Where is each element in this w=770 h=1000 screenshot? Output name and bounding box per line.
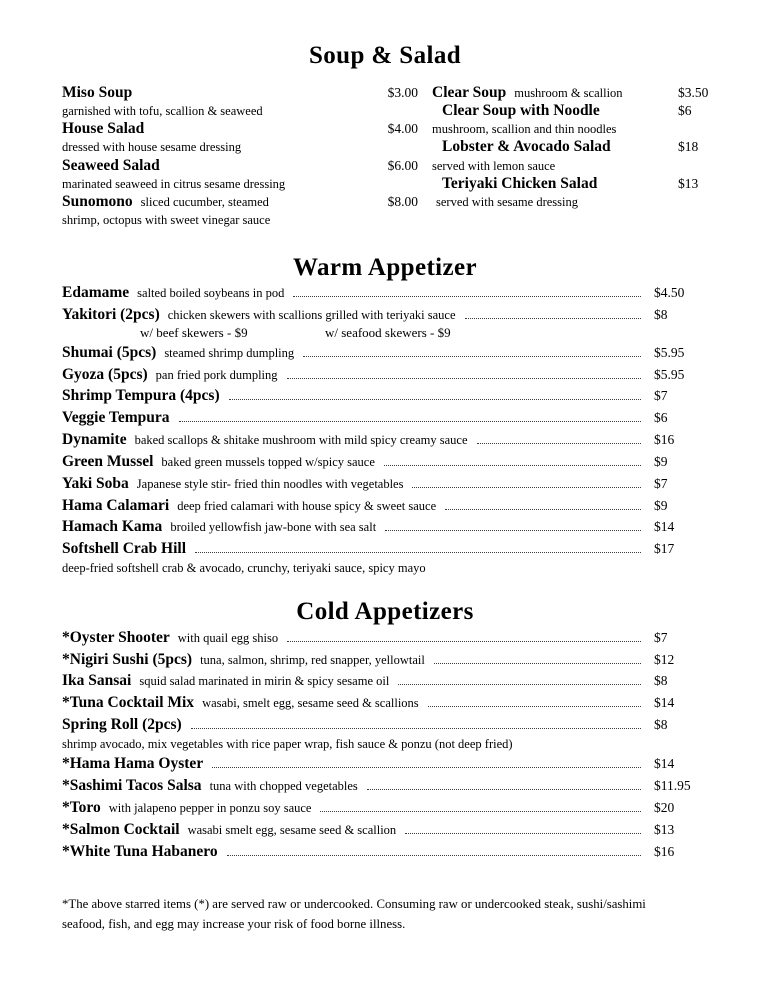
item-description: tuna, salmon, shrimp, red snapper, yellowtail	[200, 652, 425, 667]
dot-leader	[287, 377, 641, 379]
item-price: $13	[654, 821, 675, 837]
menu-item-tuna-cocktail-mix	[62, 693, 708, 713]
item-name: Lobster & Avocado Salad	[442, 138, 611, 156]
item-description: tuna with chopped vegetables	[209, 779, 358, 794]
item-price: $18	[678, 139, 699, 155]
item-name: Edamame	[62, 284, 130, 302]
dot-leader	[434, 662, 641, 664]
item-price: $9	[654, 497, 668, 513]
item-name: Shrimp Tempura (4pcs)	[62, 387, 220, 405]
item-name: *Oyster Shooter	[62, 628, 170, 646]
item-description-inline: mushroom & scallion	[514, 85, 623, 100]
item-price: $9	[654, 453, 668, 469]
item-description: wasabi smelt egg, sesame seed & scallion	[187, 822, 397, 837]
item-name: Dynamite	[62, 431, 127, 449]
item-price: $3.50	[678, 84, 709, 100]
disclaimer-line-2: seafood, fish, and egg may increase your risk of food borne illness.	[62, 917, 406, 932]
item-name: Hama Calamari	[62, 496, 170, 514]
menu-item-lobster-avocado-salad	[432, 138, 722, 156]
item-description: steamed shrimp dumpling	[164, 345, 295, 360]
item-name: Softshell Crab Hill	[62, 540, 187, 558]
menu-item-sashimi-tacos-salsa	[62, 776, 708, 796]
dot-leader	[303, 355, 641, 357]
item-description: salted boiled soybeans in pod	[137, 286, 285, 301]
item-description: deep fried calamari with house spicy & sweet sauce	[177, 498, 437, 513]
soup-salad-right-column	[432, 84, 722, 230]
item-name: *Toro	[62, 798, 101, 816]
menu-item-miso-soup	[62, 84, 418, 102]
dot-leader	[227, 854, 641, 856]
menu-item-oyster-shooter	[62, 628, 708, 648]
item-description: dressed with house sesame dressing	[62, 140, 242, 155]
item-description-inline: sliced cucumber, steamed	[140, 195, 269, 210]
dot-leader	[195, 551, 641, 553]
item-name: *Hama Hama Oyster	[62, 755, 204, 773]
menu-item-shumai	[62, 343, 708, 363]
item-price: $6	[678, 102, 692, 118]
item-name: Shumai (5pcs)	[62, 343, 157, 361]
menu-item-yaki-soba	[62, 474, 708, 494]
item-name: Seaweed Salad	[62, 156, 160, 174]
item-description: shrimp, octopus with sweet vinegar sauce	[62, 213, 271, 228]
item-price: $17	[654, 541, 675, 557]
item-name: *Nigiri Sushi (5pcs)	[62, 650, 193, 668]
item-description: garnished with tofu, scallion & seaweed	[62, 103, 263, 118]
item-price: $7	[654, 388, 668, 404]
item-name: Ika Sansai	[62, 672, 132, 690]
item-name: Veggie Tempura	[62, 409, 170, 427]
item-description: baked green mussels topped w/spicy sauce	[161, 454, 375, 469]
menu-item-white-tuna-habanero	[62, 842, 708, 862]
dot-leader	[212, 766, 641, 768]
item-name: Hamach Kama	[62, 518, 163, 536]
yakitori-options	[62, 325, 708, 341]
item-description: with quail egg shiso	[177, 630, 279, 645]
menu-item-seaweed-salad	[62, 157, 418, 175]
item-name: Gyoza (5pcs)	[62, 365, 148, 383]
menu-item-dynamite	[62, 430, 708, 450]
item-description: served with sesame dressing	[436, 195, 578, 210]
item-price: $8.00	[387, 194, 418, 210]
menu-item-gyoza	[62, 365, 708, 385]
disclaimer-line-1: *The above starred items (*) are served raw or undercooked. Consuming raw or undercooked steak, sushi/sashimi	[62, 897, 646, 912]
item-description: chicken skewers with scallions grilled with teriyaki sauce	[167, 307, 456, 322]
item-price: $4.50	[654, 285, 685, 301]
menu-item-ika-sansai	[62, 671, 708, 691]
item-price: $20	[654, 799, 675, 815]
dot-leader	[179, 420, 641, 422]
menu-item-toro	[62, 798, 708, 818]
item-name: Teriyaki Chicken Salad	[442, 174, 598, 192]
warm-appetizer-list	[62, 283, 708, 576]
section-title-cold-appetizers: Cold Appetizers	[296, 598, 474, 626]
menu-item-hama-hama-oyster	[62, 754, 708, 774]
item-name: Green Mussel	[62, 452, 154, 470]
menu-item-shrimp-tempura	[62, 386, 708, 406]
dot-leader	[384, 464, 641, 466]
cold-appetizers-list	[62, 628, 708, 862]
item-description: served with lemon sauce	[432, 158, 556, 173]
menu-item-edamame	[62, 283, 708, 303]
item-price: $3.00	[387, 84, 418, 100]
item-price: $14	[654, 519, 675, 535]
item-name: *Salmon Cocktail	[62, 820, 180, 838]
item-price: $11.95	[654, 778, 691, 794]
menu-item-yakitori	[62, 305, 708, 325]
item-price: $5.95	[654, 344, 685, 360]
item-description: squid salad marinated in mirin & spicy sesame oil	[139, 674, 390, 689]
yakitori-beef-option: w/ beef skewers - $9	[140, 324, 248, 340]
dot-leader	[445, 508, 641, 510]
spring-roll-description: shrimp avocado, mix vegetables with rice paper wrap, fish sauce & ponzu (not deep fried)	[62, 736, 513, 751]
menu-item-hama-calamari	[62, 496, 708, 516]
item-name: *Sashimi Tacos Salsa	[62, 777, 202, 795]
dot-leader	[293, 295, 641, 297]
item-name: Clear Soup	[432, 83, 507, 101]
item-description: pan fried pork dumpling	[155, 367, 278, 382]
raw-food-disclaimer	[62, 895, 708, 935]
dot-leader	[320, 810, 641, 812]
item-price: $4.00	[387, 121, 418, 137]
dot-leader	[412, 486, 641, 488]
item-price: $8	[654, 673, 668, 689]
item-description: wasabi, smelt egg, sesame seed & scallions	[202, 696, 419, 711]
item-description: Japanese style stir- fried thin noodles with vegetables	[136, 476, 404, 491]
dot-leader	[191, 727, 641, 729]
item-description: marinated seaweed in citrus sesame dressing	[62, 176, 286, 191]
section-title-warm-appetizer: Warm Appetizer	[292, 253, 478, 281]
menu-item-sunomono	[62, 193, 418, 211]
item-price: $14	[654, 695, 675, 711]
item-name: Miso Soup	[62, 83, 133, 101]
item-name: Yakitori (2pcs)	[62, 305, 160, 323]
menu-item-green-mussel	[62, 452, 708, 472]
item-price: $16	[654, 432, 675, 448]
dot-leader	[428, 705, 641, 707]
item-name: Sunomono	[62, 193, 133, 211]
item-name: *White Tuna Habanero	[62, 842, 218, 860]
menu-item-softshell-crab-hill	[62, 539, 708, 559]
item-name: Yaki Soba	[62, 474, 129, 492]
item-name: House Salad	[62, 120, 145, 138]
dot-leader	[477, 442, 642, 444]
dot-leader	[287, 640, 641, 642]
item-description: broiled yellowfish jaw-bone with sea salt	[170, 520, 377, 535]
menu-item-house-salad	[62, 120, 418, 138]
menu-item-nigiri-sushi	[62, 650, 708, 670]
item-price: $6	[654, 410, 668, 426]
soup-salad-left-column	[62, 84, 418, 230]
menu-item-hamach-kama	[62, 517, 708, 537]
menu-item-salmon-cocktail	[62, 820, 708, 840]
item-name: Spring Roll (2pcs)	[62, 716, 182, 734]
item-price: $16	[654, 843, 675, 859]
item-price: $8	[654, 306, 668, 322]
menu-item-teriyaki-chicken-salad	[432, 175, 722, 193]
section-title-soup-salad: Soup & Salad	[308, 42, 462, 69]
menu-item-clear-soup	[432, 84, 722, 102]
item-name: Clear Soup with Noodle	[442, 101, 600, 119]
menu-item-clear-soup-with-noodle	[432, 102, 722, 120]
dot-leader	[367, 788, 641, 790]
menu-item-veggie-tempura	[62, 408, 708, 428]
item-price: $5.95	[654, 366, 685, 382]
dot-leader	[229, 398, 641, 400]
dot-leader	[405, 832, 641, 834]
item-description: mushroom, scallion and thin noodles	[432, 122, 617, 137]
menu-item-spring-roll	[62, 715, 708, 735]
dot-leader	[398, 683, 641, 685]
item-price: $13	[678, 175, 699, 191]
item-price: $14	[654, 756, 675, 772]
item-name: *Tuna Cocktail Mix	[62, 694, 195, 712]
soup-salad-columns	[62, 84, 708, 230]
item-description: baked scallops & shitake mushroom with mild spicy creamy sauce	[134, 433, 468, 448]
item-price: $8	[654, 717, 668, 733]
yakitori-seafood-option: w/ seafood skewers - $9	[325, 324, 451, 340]
item-price: $7	[654, 629, 668, 645]
item-price: $7	[654, 475, 668, 491]
item-description: with jalapeno pepper in ponzu soy sauce	[108, 800, 312, 815]
item-price: $12	[654, 651, 675, 667]
item-price: $6.00	[387, 157, 418, 173]
softshell-crab-description: deep-fried softshell crab & avocado, crunchy, teriyaki sauce, spicy mayo	[62, 561, 426, 576]
dot-leader	[465, 317, 642, 319]
dot-leader	[385, 529, 641, 531]
